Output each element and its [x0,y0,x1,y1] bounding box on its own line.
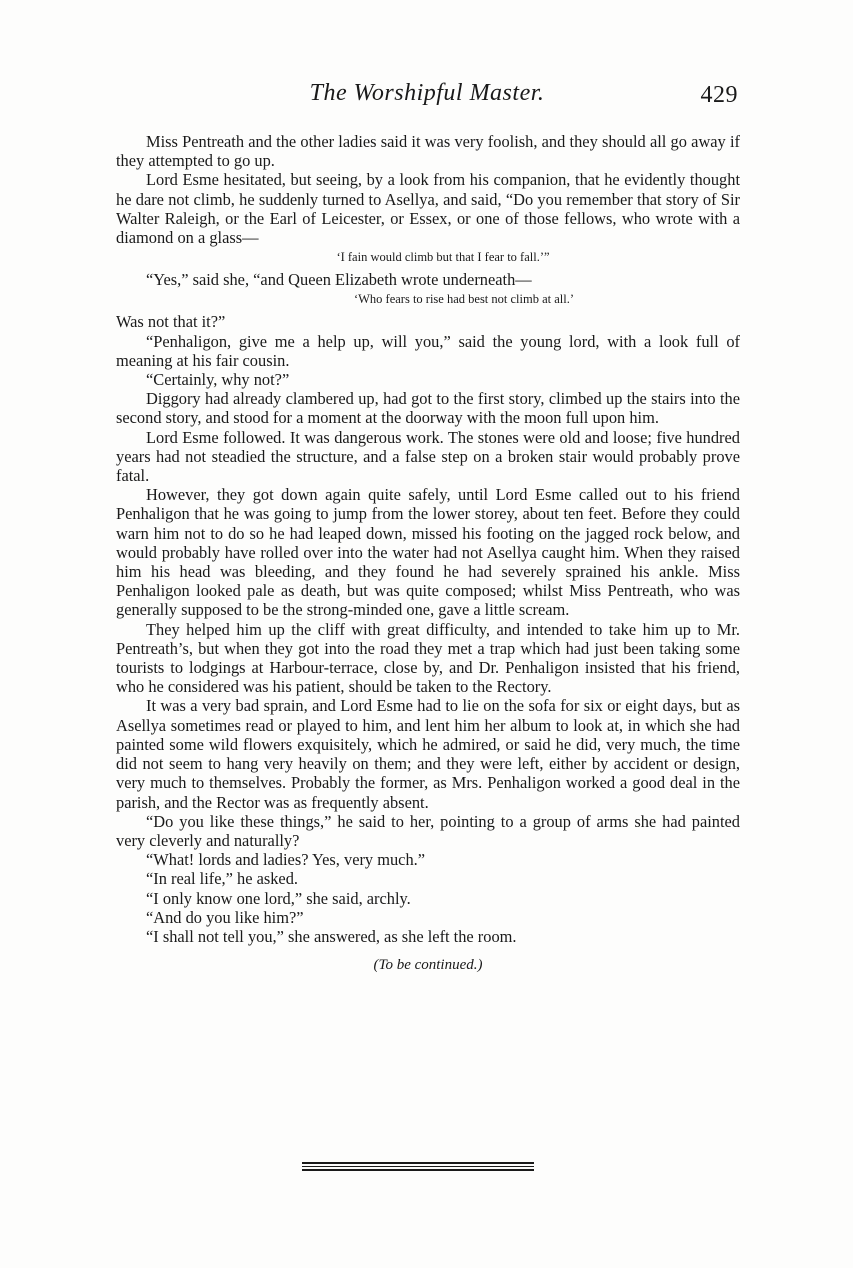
paragraph: Lord Esme hesitated, but seeing, by a look from his companion, that he evidently thought he dare not climb, he suddenly turned to Asellya, and said, “Do you remember that story of Sir Walter Raleigh, or the Earl of Leicester, or Essex, or one of those fellows, who wrote with a diamond on a glass— [116,170,740,248]
paragraph: Diggory had already clambered up, had got to the first story, climbed up the stairs into the second story, and stood for a moment at the doorway with the moon full upon him. [116,389,740,428]
paragraph: Lord Esme followed. It was dangerous work. The stones were old and loose; five hundred years had not steadied the structure, and a false step on a broken stair would probably prove fatal. [116,427,740,486]
paragraph: “Do you like these things,” he said to her, pointing to a group of arms she had painted very cleverly and naturally? [116,811,740,850]
paragraph: However, they got down again quite safely, until Lord Esme called out to his friend Penhaligon that he was going to jump from the lower storey, about ten feet. Before they could warn him not to do so he had leaped down, missed his footing on the jagged rock below, and would probably have rolled over into the water had not Asellya caught him. When they raised him his head was bleeding, and they found he had severely sprained his ankle. Miss Penhaligon looked pale as death, but was quite composed; whilst Miss Pentreath, who was generally supposed to be the strong-minded one, gave a little scream. [116,485,740,620]
paragraph: It was a very bad sprain, and Lord Esme had to lie on the sofa for six or eight days, but as Asellya sometimes read or played to him, and lent him her album to look at, in which she had painted some wild flowers exquisitely, which he admired, or said he did, very much, the time did not seem to hang very heavily on them; and they were left, either by accident or design, very much to themselves. Probably the former, as Mrs. Penhaligon worked a good deal in the parish, and the Rector was as frequently absent. [116,696,740,812]
divider [302,1169,534,1171]
divider [302,1166,534,1167]
paragraph: Was not that it?” [116,312,226,332]
paragraph: “In real life,” he asked. [146,869,298,889]
paragraph: “I only know one lord,” she said, archly. [146,888,411,908]
paragraph: “What! lords and ladies? Yes, very much.” [146,850,426,870]
verse-line [116,292,740,307]
running-title: The Worshipful Master. [309,80,545,106]
paragraph: Miss Pentreath and the other ladies said it was very foolish, and they should all go away if they attempted to go up. [116,132,740,171]
article-body [116,132,740,975]
page-number: 429 [700,82,738,108]
paragraph: “And do you like him?” [146,907,304,927]
paragraph: “Penhaligon, give me a help up, will you,” said the young lord, with a look full of meaning at his fair cousin. [116,331,740,370]
paragraph: “Certainly, why not?” [146,370,290,390]
verse-text: ‘Who fears to rise had best not climb at all.’ [353,292,575,307]
to-be-continued: (To be continued.) [373,957,483,974]
end-rule [302,1162,534,1173]
verse-line [116,250,740,265]
verse-text: ‘I fain would climb but that I fear to fall.’” [336,250,550,265]
paragraph: They helped him up the cliff with great difficulty, and intended to take him up to Mr. Pentreath’s, but when they got into the road they met a trap which had just been taking some tourists to lodgings at Harbour-terrace, close by, and Dr. Penhaligon insisted that his friend, who he considered was his patient, should be taken to the Rectory. [116,619,740,697]
paragraph: “I shall not tell you,” she answered, as she left the room. [146,926,517,946]
divider [302,1162,534,1164]
paragraph: “Yes,” said she, “and Queen Elizabeth wrote underneath— [146,270,532,290]
page-header [116,80,738,114]
